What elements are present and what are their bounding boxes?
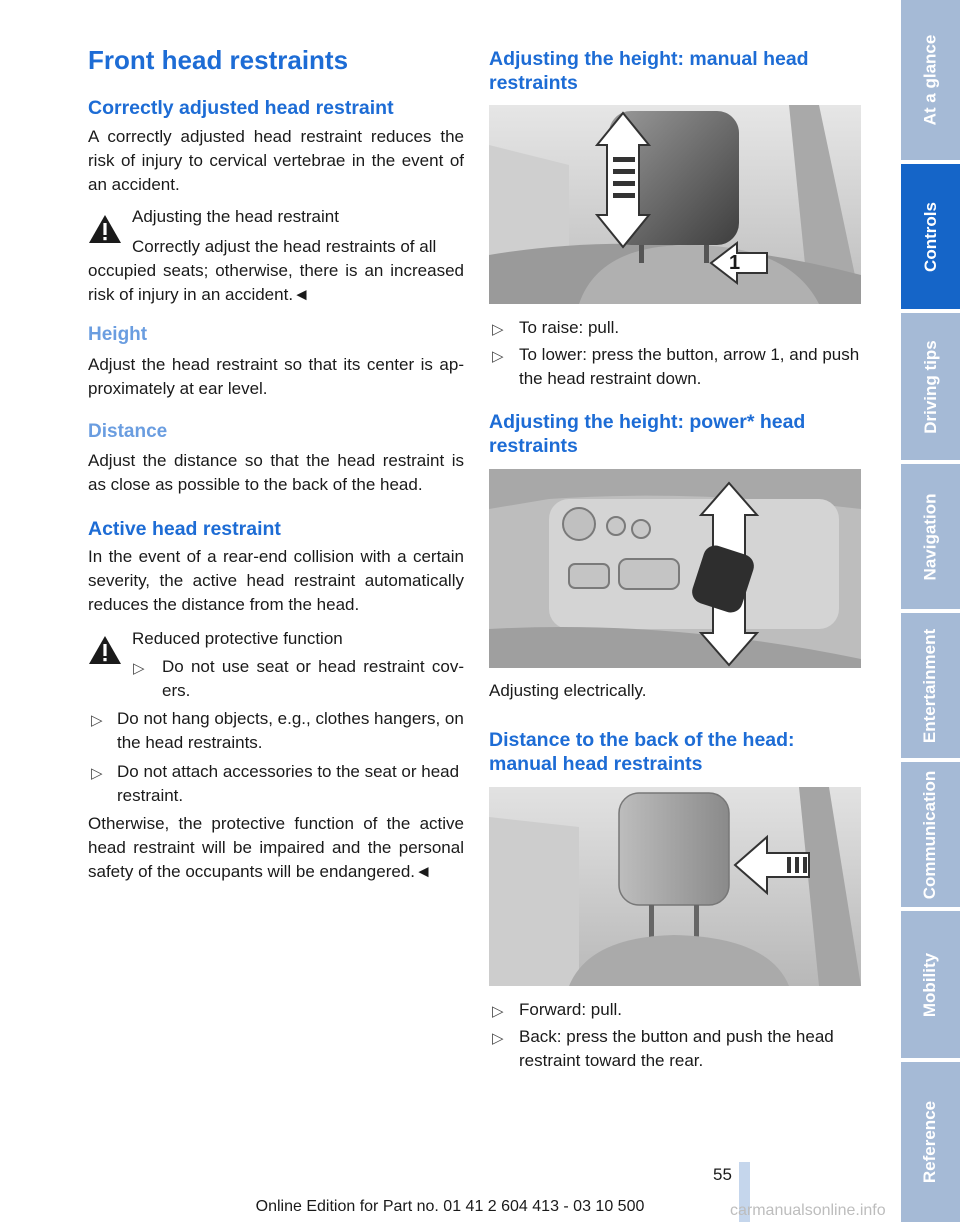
warning-icon — [88, 635, 122, 665]
list-item: To lower: press the button, arrow 1, and push the head restraint down. — [519, 345, 860, 388]
section-heading-manual-height: Adjusting the height: manual head restraints — [489, 48, 809, 94]
tab-controls[interactable]: Controls — [901, 164, 960, 309]
list-item: Back: press the button and push the head restraint toward the rear. — [519, 1027, 834, 1070]
warning-list-item: Do not use seat or head restraint cov-ers. — [162, 657, 464, 700]
tab-navigation[interactable]: Navigation — [901, 464, 960, 609]
page-title: Front head restraints — [88, 45, 349, 75]
bullet-icon: ▷ — [492, 1003, 504, 1020]
head-restraint-height-image — [489, 105, 861, 304]
paragraph-distance: Adjust the distance so that the head restraint is as close as possible to the back of the head. — [88, 451, 464, 494]
subheading-height: Height — [88, 324, 148, 345]
warning-title-reduced: Reduced protective function — [132, 629, 343, 648]
bullet-icon: ▷ — [492, 348, 504, 365]
arrow-label: 1 — [729, 252, 741, 274]
image-caption-power: Adjusting electrically. — [489, 681, 647, 700]
paragraph-closing: Otherwise, the protective function of the active head restraint will be impaired and the personal safety of the occupants will be endangered.◄ — [88, 814, 464, 881]
section-heading-power-height: Adjusting the height: power* head restraints — [489, 411, 806, 457]
section-heading-active: Active head restraint — [88, 518, 281, 540]
section-heading-correct: Correctly adjusted head restraint — [88, 97, 394, 119]
bullet-icon: ▷ — [133, 660, 145, 677]
bullet-icon: ▷ — [91, 765, 103, 782]
list-item: Do not attach accessories to the seat or head restraint. — [117, 762, 460, 805]
tab-communication[interactable]: Communication — [901, 762, 960, 907]
footer-text: Online Edition for Part no. 01 41 2 604 413 - 03 10 500 — [255, 1198, 645, 1215]
list-item: Do not hang objects, e.g., clothes hangers, on the head restraints. — [117, 709, 464, 752]
tab-mobility[interactable]: Mobility — [901, 911, 960, 1058]
tab-driving-tips[interactable]: Driving tips — [901, 313, 960, 460]
warning-icon — [88, 214, 122, 244]
bullet-icon: ▷ — [91, 712, 103, 729]
power-seat-switch-image — [489, 469, 861, 668]
subheading-distance: Distance — [88, 421, 168, 442]
list-item: Forward: pull. — [519, 1000, 622, 1019]
section-heading-distance-manual: Distance to the back of the head: manual head restraints — [489, 729, 795, 775]
paragraph-active: In the event of a rear-end collision with a certain severity, the active head restraint automatically reduces the distance from the head. — [88, 547, 464, 614]
head-restraint-distance-image — [489, 787, 861, 986]
warning-title-adjust: Adjusting the head restraint — [132, 207, 339, 226]
list-item: To raise: pull. — [519, 318, 620, 337]
paragraph-correct: A correctly adjusted head restraint reduces the risk of injury to cervical vertebrae in the event of an accident. — [88, 127, 464, 194]
tab-at-a-glance[interactable]: At a glance — [901, 0, 960, 160]
warning-text-adjust: occupied seats; otherwise, there is an increased risk of injury in an accident.◄ — [88, 261, 464, 304]
tab-entertainment[interactable]: Entertainment — [901, 613, 960, 758]
tab-reference[interactable]: Reference — [901, 1062, 960, 1222]
page-number: 55 — [713, 1165, 732, 1184]
watermark: carmanualsonline.info — [730, 1202, 886, 1219]
bullet-icon: ▷ — [492, 1030, 504, 1047]
bullet-icon: ▷ — [492, 321, 504, 338]
paragraph-height: Adjust the head restraint so that its center is ap-proximately at ear level. — [88, 355, 464, 398]
warning-text-adjust-line1: Correctly adjust the head restraints of all — [132, 237, 437, 256]
